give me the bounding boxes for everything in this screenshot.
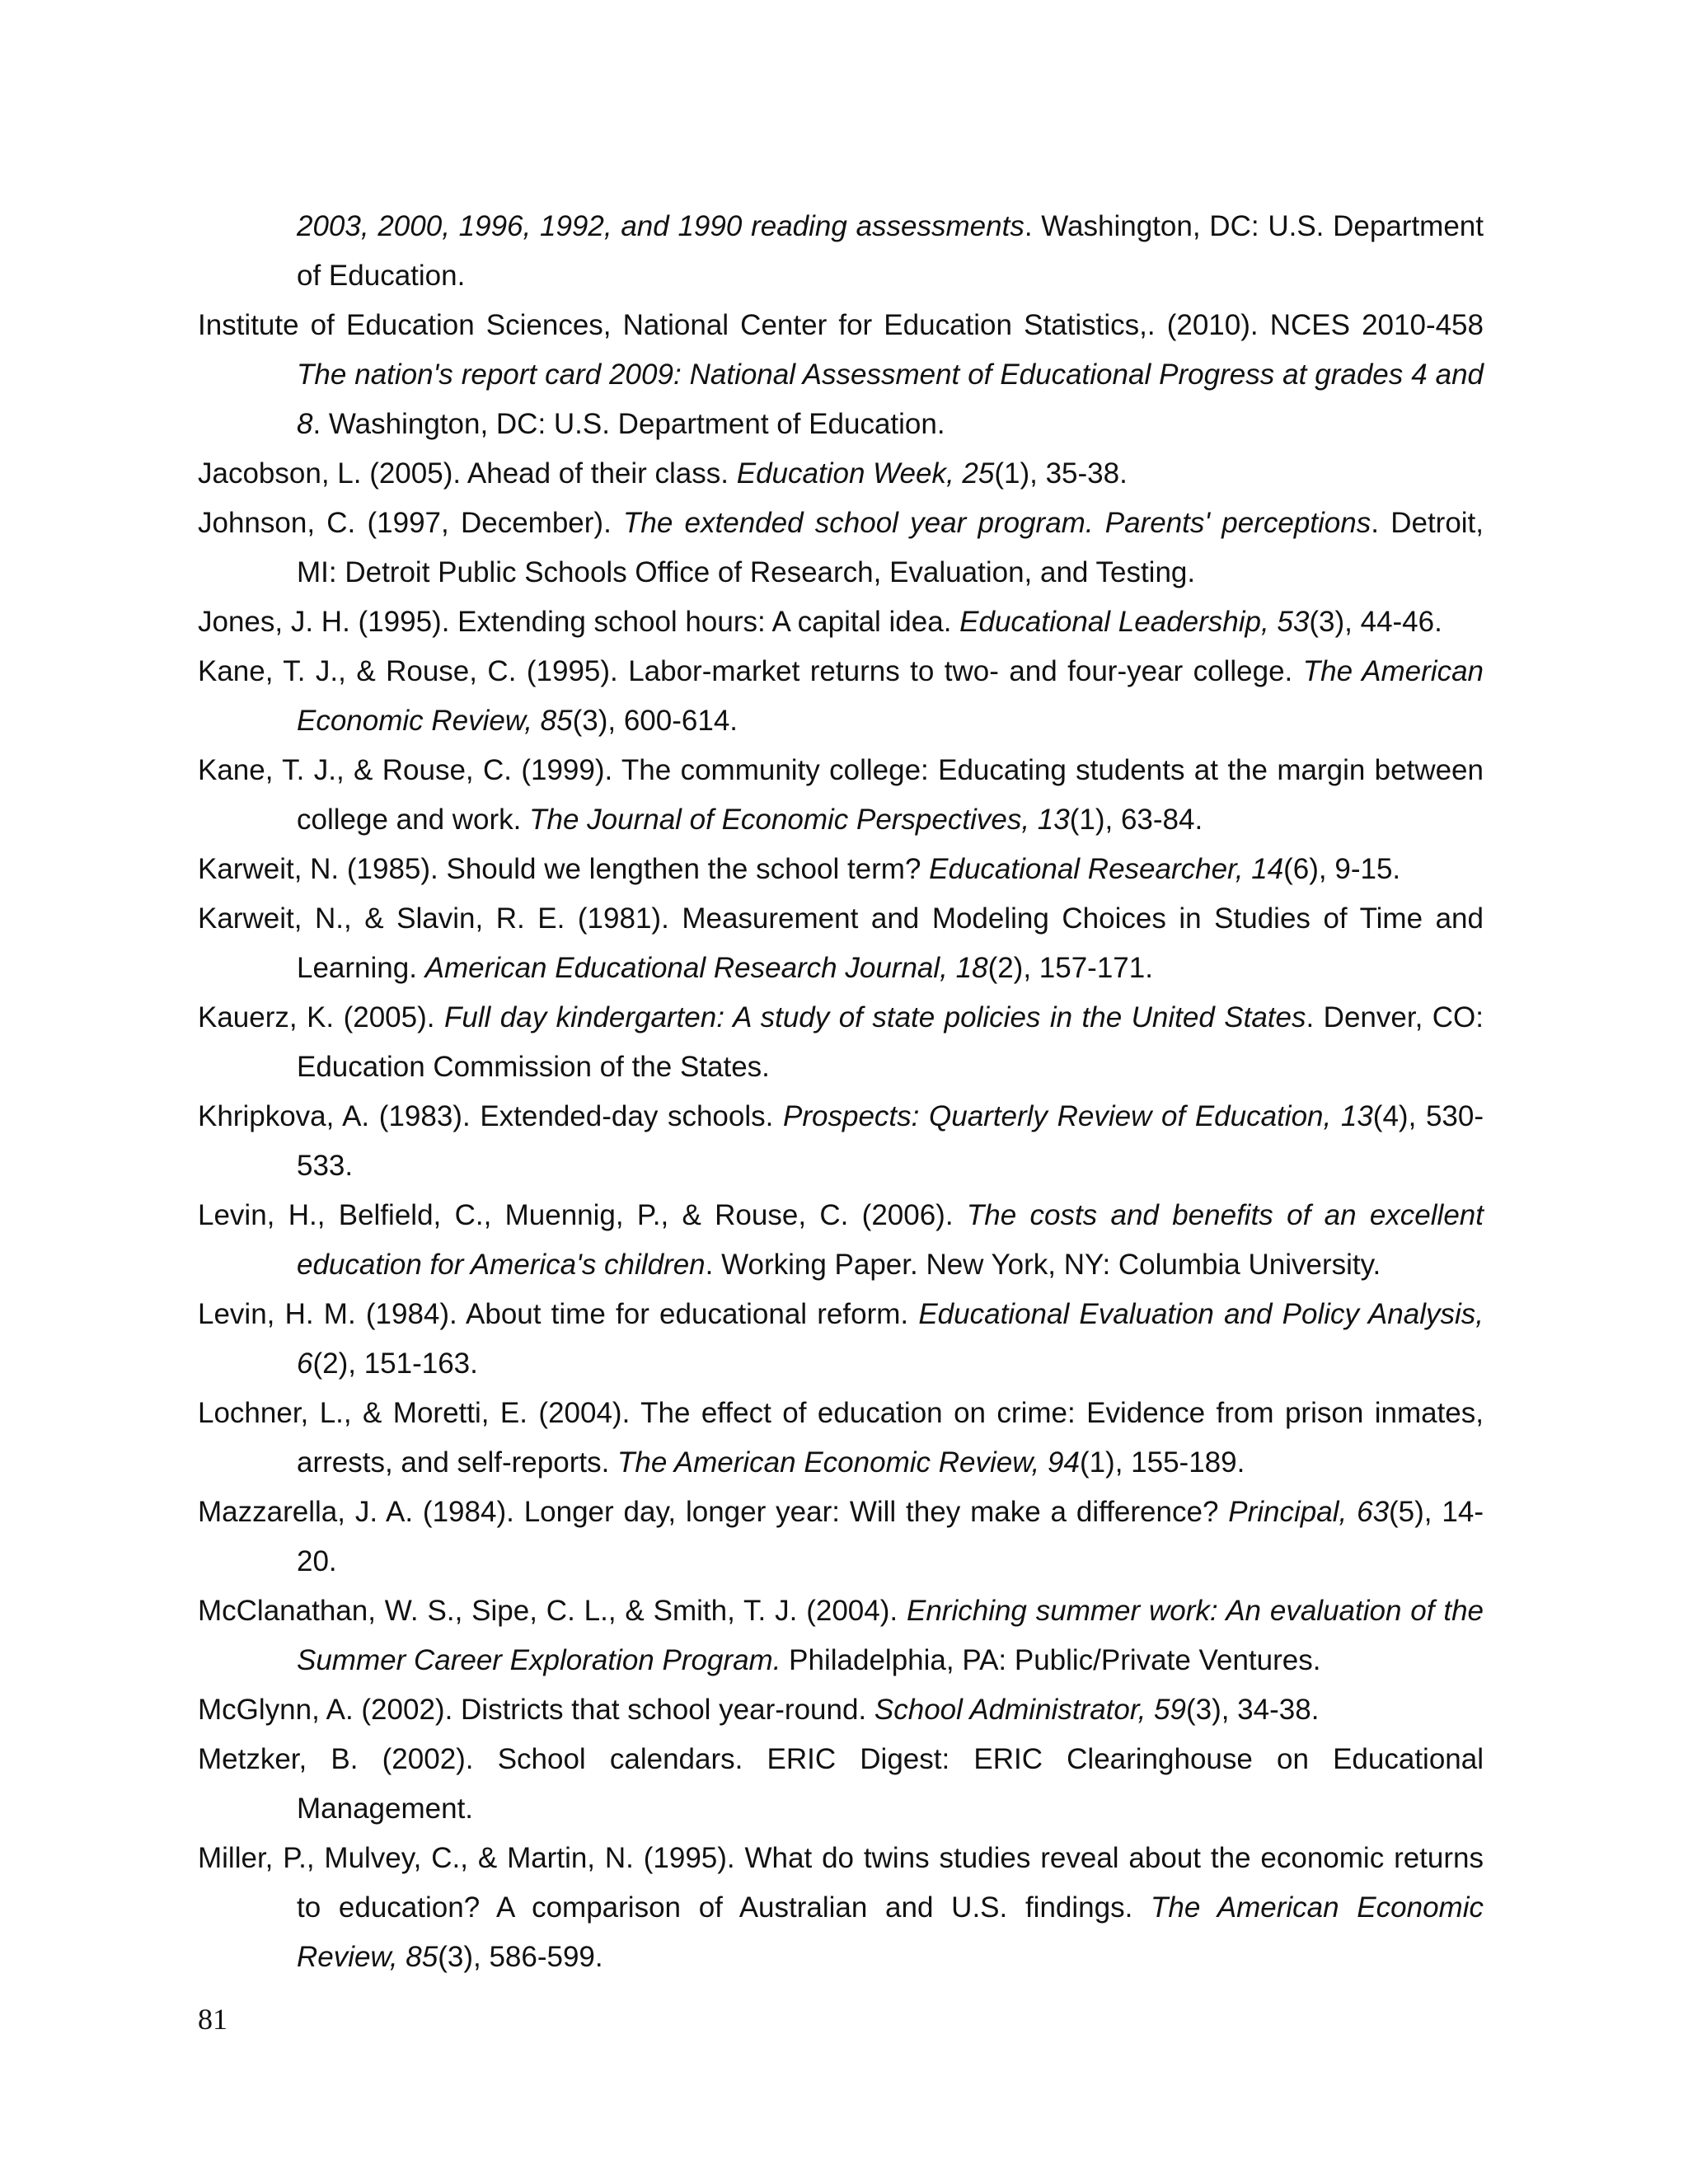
- reference-text: Institute of Education Sciences, National Center for Education Statistics,. (2010). NCES 2010-458: [198, 309, 1484, 341]
- reference-text: Miller, P., Mulvey, C., & Martin, N. (1995). What do twins studies reveal about the economic returns to education? A comparison of Australian and U.S. findings.: [198, 1842, 1484, 1924]
- reference-text: Levin, H., Belfield, C., Muennig, P., & Rouse, C. (2006).: [198, 1199, 967, 1231]
- reference-text: Kauerz, K. (2005).: [198, 1001, 444, 1033]
- reference-text: McClanathan, W. S., Sipe, C. L., & Smith, T. J. (2004).: [198, 1595, 907, 1627]
- reference-text: (3), 586-599.: [438, 1941, 603, 1973]
- reference-entry: [198, 1735, 1484, 1834]
- reference-entry: [198, 1685, 1484, 1735]
- reference-entry: [198, 1834, 1484, 1982]
- reference-list: [198, 202, 1484, 1982]
- reference-title-italic: Educational Researcher, 14: [929, 853, 1284, 885]
- reference-title-italic: The American Economic Review, 85: [297, 655, 1484, 737]
- reference-text: (1), 63-84.: [1069, 804, 1203, 836]
- reference-text: (1), 155-189.: [1079, 1446, 1245, 1479]
- reference-text: . Washington, DC: U.S. Department of Education.: [312, 408, 945, 440]
- reference-title-italic: Full day kindergarten: A study of state policies in the United States: [443, 1001, 1306, 1033]
- reference-entry: [198, 894, 1484, 993]
- reference-title-italic: The extended school year program. Parents' perceptions: [623, 507, 1372, 539]
- reference-title-italic: The American Economic Review, 85: [297, 1891, 1484, 1973]
- reference-text: McGlynn, A. (2002). Districts that school year-round.: [198, 1694, 874, 1726]
- reference-entry: [198, 1488, 1484, 1586]
- reference-title-italic: Enriching summer work: An evaluation of the Summer Career Exploration Program.: [297, 1595, 1484, 1676]
- reference-title-italic: Prospects: Quarterly Review of Education, 13: [783, 1100, 1373, 1132]
- reference-entry: [198, 993, 1484, 1092]
- reference-text: (2), 151-163.: [312, 1347, 478, 1380]
- reference-title-italic: Educational Leadership, 53: [959, 606, 1310, 638]
- reference-text: Lochner, L., & Moretti, E. (2004). The effect of education on crime: Evidence from prison inmates, arrests, and self-reports.: [198, 1397, 1484, 1479]
- reference-text: Jacobson, L. (2005). Ahead of their class.: [198, 457, 737, 490]
- reference-title-italic: American Educational Research Journal, 18: [424, 952, 988, 984]
- reference-text: (3), 34-38.: [1185, 1694, 1320, 1726]
- reference-text: (4), 530-533.: [297, 1100, 1484, 1182]
- reference-text: (2), 157-171.: [987, 952, 1153, 984]
- reference-entry: [198, 499, 1484, 598]
- reference-entry: [198, 845, 1484, 894]
- reference-entry: [198, 598, 1484, 647]
- reference-text: Jones, J. H. (1995). Extending school hours: A capital idea.: [198, 606, 960, 638]
- reference-entry: [198, 746, 1484, 845]
- reference-text: (1), 35-38.: [994, 457, 1128, 490]
- reference-text: (6), 9-15.: [1283, 853, 1401, 885]
- reference-entry: [198, 1389, 1484, 1488]
- reference-text: Kane, T. J., & Rouse, C. (1995). Labor-market returns to two- and four-year college.: [198, 655, 1303, 687]
- reference-title-italic: The costs and benefits of an excellent education for America's children: [297, 1199, 1484, 1281]
- reference-entry: [198, 647, 1484, 746]
- reference-entry: [198, 1290, 1484, 1389]
- reference-text: Karweit, N., & Slavin, R. E. (1981). Measurement and Modeling Choices in Studies of Time and Learning.: [198, 902, 1484, 984]
- reference-text: . Washington, DC: U.S. Department of Education.: [297, 210, 1484, 292]
- reference-text: Johnson, C. (1997, December).: [198, 507, 624, 539]
- reference-text: (3), 600-614.: [572, 705, 738, 737]
- reference-text: Kane, T. J., & Rouse, C. (1999). The community college: Educating students at the margin between college and work.: [198, 754, 1484, 836]
- reference-text: . Denver, CO: Education Commission of the States.: [297, 1001, 1484, 1083]
- reference-entry: [198, 1191, 1484, 1290]
- reference-entry: [198, 1586, 1484, 1685]
- reference-text: (5), 14-20.: [297, 1496, 1484, 1577]
- reference-entry-continued: [198, 202, 1484, 301]
- reference-entry: [198, 301, 1484, 449]
- reference-text: . Detroit, MI: Detroit Public Schools Office of Research, Evaluation, and Testing.: [297, 507, 1484, 588]
- reference-text: Mazzarella, J. A. (1984). Longer day, longer year: Will they make a difference?: [198, 1496, 1229, 1528]
- reference-text: Philadelphia, PA: Public/Private Ventures.: [781, 1644, 1321, 1676]
- reference-entry: [198, 449, 1484, 499]
- reference-text: Metzker, B. (2002). School calendars. ERIC Digest: ERIC Clearinghouse on Educational Management.: [198, 1743, 1484, 1825]
- reference-text: Karweit, N. (1985). Should we lengthen the school term?: [198, 853, 930, 885]
- reference-title-italic: 2003, 2000, 1996, 1992, and 1990 reading assessments: [297, 210, 1025, 242]
- reference-title-italic: The Journal of Economic Perspectives, 13: [529, 804, 1070, 836]
- reference-title-italic: School Administrator, 59: [874, 1694, 1186, 1726]
- reference-text: Khripkova, A. (1983). Extended-day schools.: [198, 1100, 784, 1132]
- reference-text: . Working Paper. New York, NY: Columbia University.: [705, 1249, 1381, 1281]
- reference-title-italic: Education Week, 25: [736, 457, 995, 490]
- reference-title-italic: The nation's report card 2009: National Assessment of Educational Progress at grades 4 and 8: [297, 359, 1484, 440]
- page-number: 81: [198, 2003, 227, 2036]
- reference-entry: [198, 1092, 1484, 1191]
- reference-text: (3), 44-46.: [1309, 606, 1442, 638]
- reference-title-italic: Principal, 63: [1228, 1496, 1390, 1528]
- reference-text: Levin, H. M. (1984). About time for educational reform.: [198, 1298, 919, 1330]
- reference-title-italic: The American Economic Review, 94: [617, 1446, 1080, 1479]
- reference-title-italic: Educational Evaluation and Policy Analysis, 6: [297, 1298, 1484, 1380]
